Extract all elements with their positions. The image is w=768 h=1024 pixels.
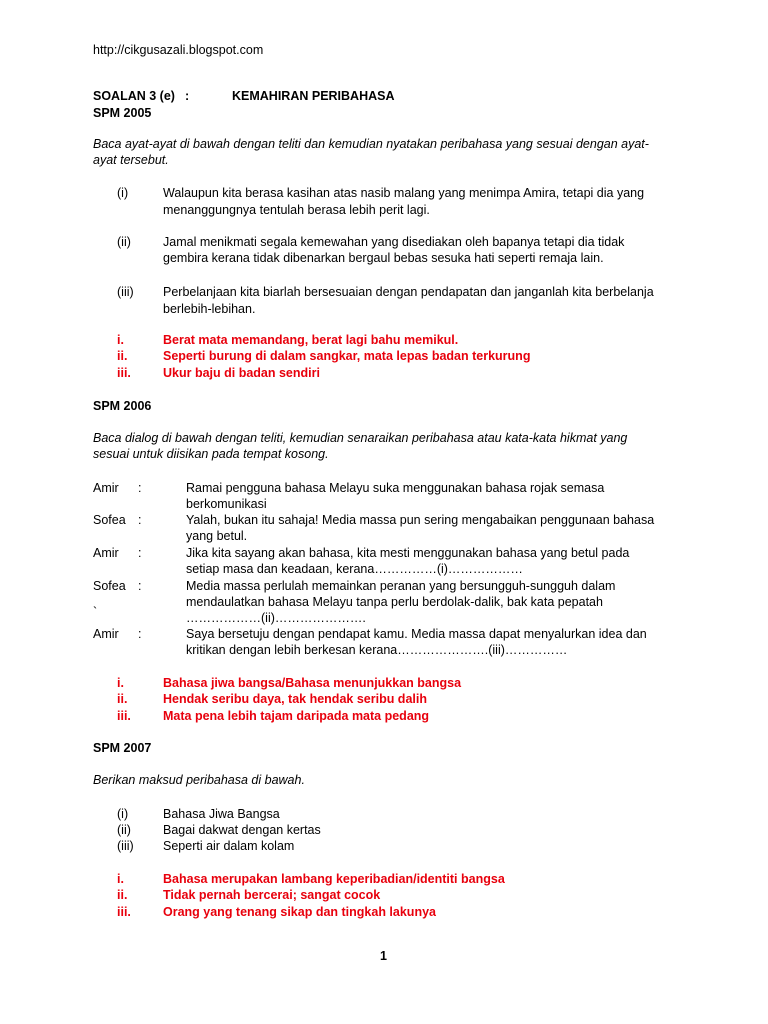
item-number: (i) (117, 186, 129, 200)
heading-colon: : (185, 89, 190, 103)
answer-text: Orang yang tenang sikap dan tingkah lakunya (163, 905, 436, 919)
item-number: (ii) (117, 823, 131, 837)
heading-topic: KEMAHIRAN PERIBAHASA (232, 89, 395, 103)
instruction-2005-line1: Baca ayat-ayat di bawah dengan teliti dan kemudian nyatakan peribahasa yang sesuai dengan ayat- (93, 137, 649, 151)
dialog-text: kritikan dengan lebih berkesan kerana………………….(iii)…………… (186, 643, 568, 657)
answer-number: ii. (117, 888, 128, 902)
item-text: berlebih-lebihan. (163, 302, 256, 316)
answer-text: Ukur baju di badan sendiri (163, 366, 320, 380)
answer-number: ii. (117, 692, 128, 706)
dialog-colon: : (138, 546, 142, 560)
dialog-text: Ramai pengguna bahasa Melayu suka menggunakan bahasa rojak semasa (186, 481, 605, 495)
instruction-2006-line2: sesuai untuk diisikan pada tempat kosong. (93, 447, 329, 461)
item-text: Jamal menikmati segala kemewahan yang disediakan oleh bapanya tetapi dia tidak (163, 235, 625, 249)
answer-text: Tidak pernah bercerai; sangat cocok (163, 888, 381, 902)
dialog-text: Media massa perlulah memainkan peranan yang bersungguh-sungguh dalam (186, 579, 616, 593)
dialog-speaker: Amir (93, 481, 119, 495)
dialog-text: berkomunikasi (186, 497, 267, 511)
answer-text: Berat mata memandang, berat lagi bahu memikul. (163, 333, 459, 347)
item-text: gembira kerana tidak dibenarkan bergaul bebas sesuka hati seperti remaja lain. (163, 251, 604, 265)
item-text: menanggungnya tentulah berasa lebih perit lagi. (163, 203, 430, 217)
dialog-text: Saya bersetuju dengan pendapat kamu. Media massa dapat menyalurkan idea dan (186, 627, 647, 641)
dialog-speaker: Sofea (93, 579, 126, 593)
section-title-2005: SPM 2005 (93, 106, 152, 120)
dialog-colon: : (138, 627, 142, 641)
item-number: (i) (117, 807, 129, 821)
dialog-text: Jika kita sayang akan bahasa, kita mesti menggunakan bahasa yang betul pada (186, 546, 630, 560)
dialog-text: Yalah, bukan itu sahaja! Media massa pun sering mengabaikan penggunaan bahasa (186, 513, 655, 527)
question-number: SOALAN 3 (e) (93, 89, 175, 103)
item-number: (iii) (117, 285, 134, 299)
instruction-2007: Berikan maksud peribahasa di bawah. (93, 773, 305, 787)
answer-number: i. (117, 676, 124, 690)
item-text: Bahasa Jiwa Bangsa (163, 807, 280, 821)
item-number: (ii) (117, 235, 131, 249)
answer-number: i. (117, 333, 124, 347)
dialog-colon: : (138, 481, 142, 495)
item-text: Walaupun kita berasa kasihan atas nasib malang yang menimpa Amira, tetapi dia yang (163, 186, 645, 200)
dialog-text: yang betul. (186, 529, 248, 543)
answer-text: Bahasa merupakan lambang keperibadian/identiti bangsa (163, 872, 505, 886)
section-title-2007: SPM 2007 (93, 741, 152, 755)
item-text: Seperti air dalam kolam (163, 839, 295, 853)
answer-number: i. (117, 872, 124, 886)
header-url: http://cikgusazali.blogspot.com (93, 43, 264, 57)
dialog-text: mendaulatkan bahasa Melayu tanpa perlu berdolak-dalik, bak kata pepatah (186, 595, 603, 609)
item-text: Perbelanjaan kita biarlah bersesuaian dengan pendapatan dan janganlah kita berbelanja (163, 285, 654, 299)
dialog-speaker: Amir (93, 546, 119, 560)
section-title-2006: SPM 2006 (93, 399, 152, 413)
item-text: Bagai dakwat dengan kertas (163, 823, 321, 837)
dialog-text: ………………(ii)…………………. (186, 611, 366, 625)
dialog-speaker: Sofea (93, 513, 126, 527)
item-number: (iii) (117, 839, 134, 853)
instruction-2006-line1: Baca dialog di bawah dengan teliti, kemudian senaraikan peribahasa atau kata-kata hikmat yang (93, 431, 628, 445)
answer-number: iii. (117, 905, 131, 919)
dialog-speaker: Amir (93, 627, 119, 641)
answer-text: Mata pena lebih tajam daripada mata pedang (163, 709, 430, 723)
dialog-colon: : (138, 513, 142, 527)
stray-mark: ` (93, 605, 98, 619)
instruction-2005-line2: ayat tersebut. (93, 153, 169, 167)
answer-text: Hendak seribu daya, tak hendak seribu dalih (163, 692, 427, 706)
answer-number: iii. (117, 366, 131, 380)
answer-text: Bahasa jiwa bangsa/Bahasa menunjukkan bangsa (163, 676, 462, 690)
answer-text: Seperti burung di dalam sangkar, mata lepas badan terkurung (163, 349, 531, 363)
page-number: 1 (380, 949, 387, 963)
dialog-text: setiap masa dan keadaan, kerana……………(i)……………… (186, 562, 523, 576)
answer-number: iii. (117, 709, 131, 723)
answer-number: ii. (117, 349, 128, 363)
dialog-colon: : (138, 579, 142, 593)
